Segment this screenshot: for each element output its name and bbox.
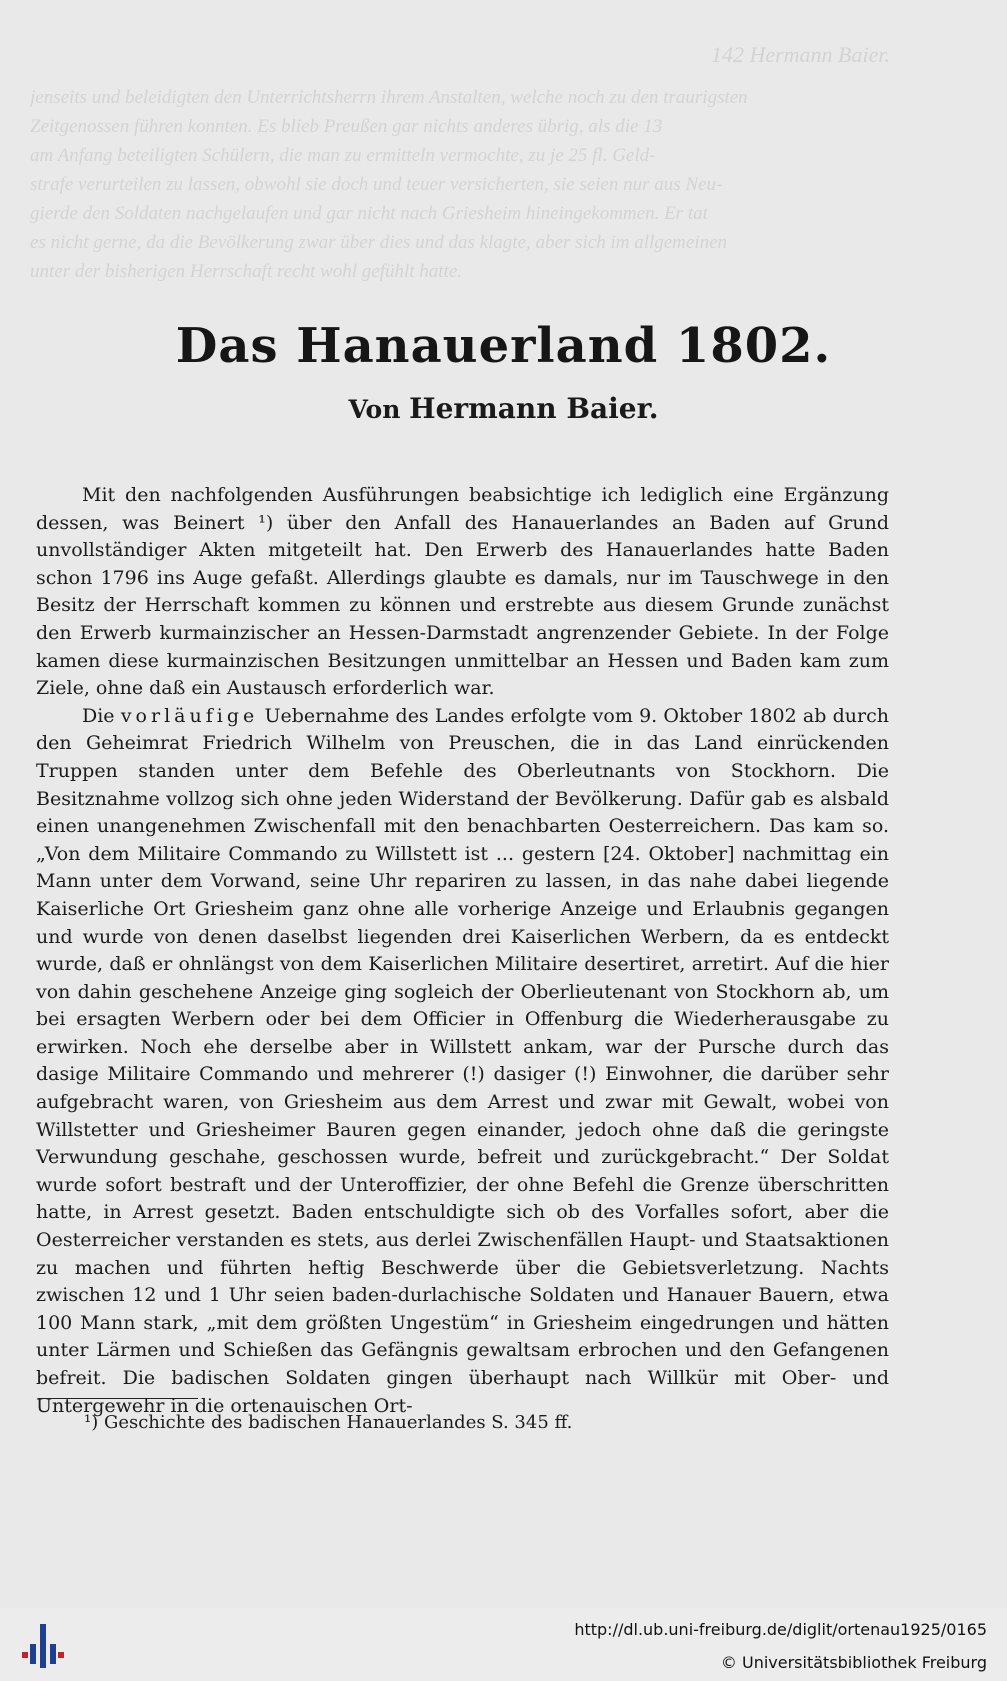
bleed-through-header: 142 Hermann Baier. (710, 42, 890, 67)
source-url-link[interactable]: http://dl.ub.uni-freiburg.de/diglit/ortenau1925/0165 (574, 1620, 987, 1639)
bleed-through-line: strafe verurteilen zu lassen, obwohl sie doch und teuer versicherten, sie seien nur aus Neu- (30, 174, 723, 195)
bleed-through-line: Zeitgenossen führen konnten. Es blieb Preußen gar nichts anderes übrig, als die 13 (30, 116, 663, 137)
article-title: Das Hanauerland 1802. (175, 318, 832, 374)
bleed-through-line: gierde den Soldaten nachgelaufen und gar nicht nach Griesheim hineingekommen. Er tat (30, 203, 708, 224)
viewer-footer (0, 1608, 1007, 1681)
footnote-divider (38, 1398, 198, 1399)
library-logo-icon (22, 1622, 66, 1670)
paragraph-2 (36, 703, 889, 1420)
bleed-through-line: es nicht gerne, da die Bevölkerung zwar über dies und das klagte, aber sich im allgemeinen (30, 232, 728, 253)
bleed-through-line: unter der bisherigen Herrschaft recht wohl gefühlt hatte. (30, 261, 463, 282)
article-byline (0, 392, 1007, 425)
bleed-through-text (30, 40, 890, 286)
footnote: ¹) Geschichte des badischen Hanauerlandes S. 345 ff. (84, 1412, 573, 1433)
paragraph-2-text: Uebernahme des Landes erfolgte vom 9. Oktober 1802 ab durch den Geheimrat Friedrich Wilhelm von Preuschen, die in das Land einrückenden Truppen standen unter dem Befehle des Oberleutnants von Stockhorn. Die Besitznahme vollzog sich ohne jeden Widerstand der Bevölkerung. Dafür gab es alsbald einen unangenehmen Zwischenfall mit den benachbarten Oesterreichern. Das kam so. „Von dem Militaire Commando zu Willstett ist ... gestern [24. Oktober] nachmittag ein Mann unter dem Vorwand, seine Uhr repariren zu lassen, in das nahe dabei liegende Kaiserliche Ort Griesheim ganz ohne alle vorherige Anzeige und Erlaubnis gegangen und wurde von denen daselbst liegenden drei Kaiserlichen Werbern, da es entdeckt wurde, daß er ohnlängst von dem Kaiserlichen Militaire desertiret, arretirt. Auf die hier von dahin geschehene Anzeige ging sogleich der Oberlieutenant von Stockhorn ab, um bei ersagten Werbern oder bei dem Officier in Offenburg die Wiederherausgabe zu erwirken. Noch ehe derselbe aber in Willstett ankam, war der Pursche durch das dasige Militaire Commando und mehrerer (!) dasiger (!) Einwohner, die darüber sehr aufgebracht waren, von Griesheim aus dem Arrest und zwar mit Gewalt, wobei von Willstetter und Griesheimer Bauren gegen einander, jedoch ohne daß die geringste Verwundung geschahe, geschossen wurde, befreit und zurückgebracht.“ Der Soldat wurde sofort bestraft und der Unteroffizier, der ohne Befehl die Grenze überschritten hatte, in Arrest gesetzt. Baden entschuldigte sich ob des Vorfalles sofort, aber die Oesterreicher verstanden es stets, aus derlei Zwischenfällen Haupt- und Staatsaktionen zu machen und führten heftig Beschwerde über die Gebietsverletzung. Nachts zwischen 12 und 1 Uhr seien baden-durlachische Soldaten und Hanauer Bauern, etwa 100 Mann stark, „mit dem größten Ungestüm“ in Griesheim eingedrungen und hätten unter Lärmen und Schießen das Gefängnis gewaltsam erbrochen und den Gefangenen befreit. Die badischen Soldaten gingen überhaupt nach Willkür mit Ober- und Untergewehr in die ortenauischen Ort- (36, 704, 889, 1417)
article-body (36, 482, 889, 1420)
byline-prefix: Von (348, 395, 401, 424)
bleed-through-lines (30, 83, 890, 286)
bleed-through-line: am Anfang beteiligten Schülern, die man zu ermitteln vermochte, zu je 25 fl. Geld- (30, 145, 656, 166)
copyright-notice: © Universitätsbibliothek Freiburg (720, 1653, 987, 1672)
paragraph-1: Mit den nachfolgenden Ausführungen beabsichtige ich lediglich eine Ergänzung dessen, was Beinert ¹) über den Anfall des Hanauerlandes an Baden auf Grund unvollständiger Akten mitgeteilt hat. Den Erwerb des Hanauerlandes hatte Baden schon 1796 ins Auge gefaßt. Allerdings glaubte es damals, nur im Tauschwege in den Besitz der Herrschaft kommen zu können und erstrebte aus diesem Grunde zunächst den Erwerb kurmainzischer an Hessen-Darmstadt angrenzender Gebiete. In der Folge kamen diese kurmainzischen Besitzungen unmittelbar an Hessen und Baden kam zum Ziele, ohne daß ein Austausch erforderlich war. (36, 484, 889, 700)
paragraph-2-lead: Die (82, 704, 115, 727)
bleed-through-line: jenseits und beleidigten den Unterrichtsherrn ihrem Anstalten, welche noch zu den traurigsten (30, 87, 748, 108)
emphasized-word: vorläufige (120, 704, 259, 727)
byline-author: Hermann Baier. (409, 392, 659, 425)
